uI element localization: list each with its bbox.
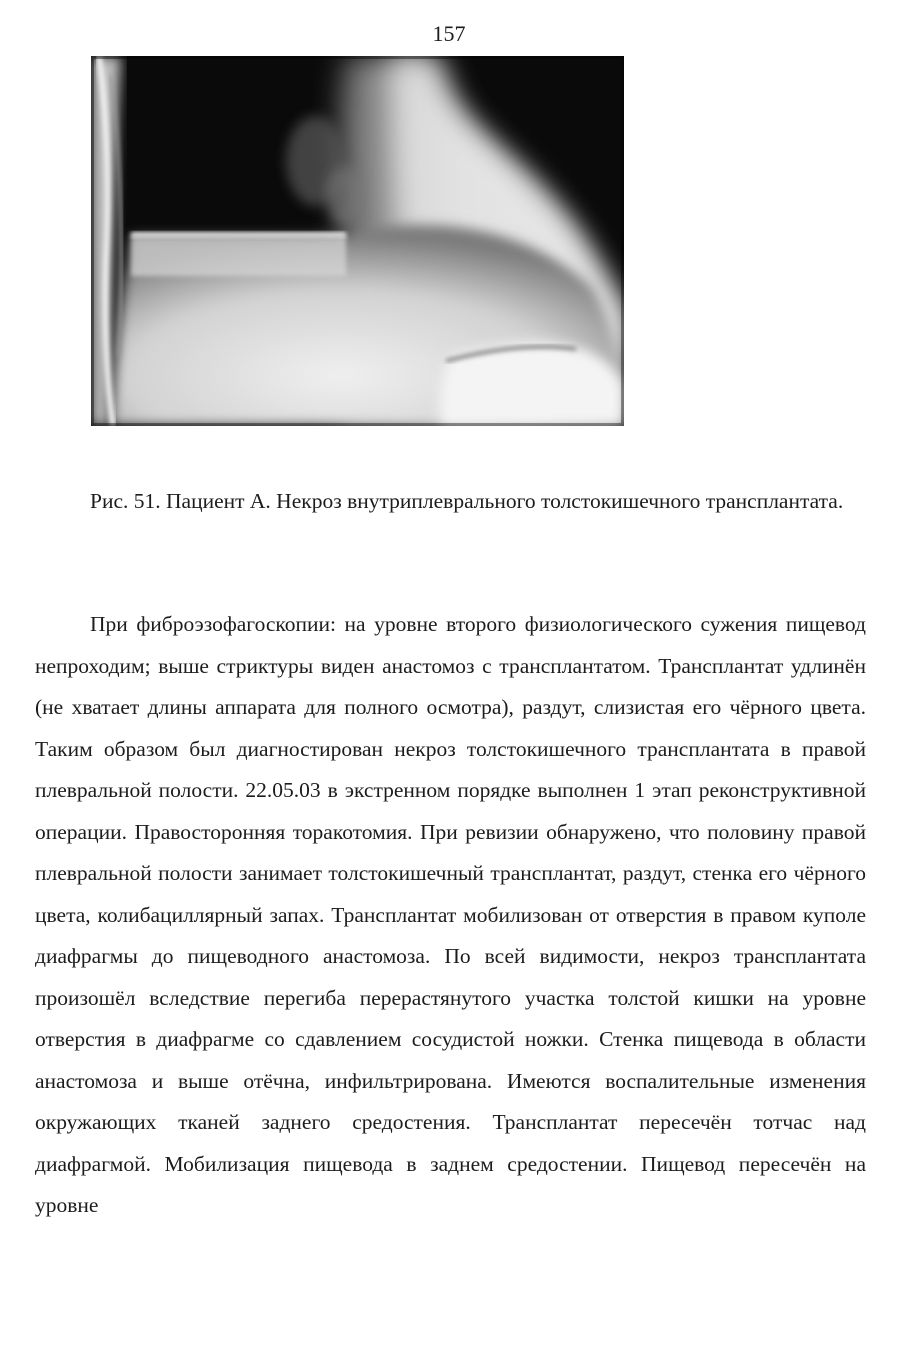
figure-caption: Рис. 51. Пациент А. Некроз внутриплеврального толстокишечного трансплантата. (90, 489, 844, 513)
body-paragraph: При фиброэзофагоскопии: на уровне второго физиологического сужения пищевод непроходим; выше стриктуры виден анастомоз с трансплантатом. Трансплантат удлинён (не хватает длины аппарата для полного осмотра), раздут, слизистая его чёрного цвета. Таким образом был диагностирован некроз толстокишечного трансплантата в правой плевральной полости. 22.05.03 в экстренном порядке выполнен 1 этап реконструктивной операции. Правосторонняя торакотомия. При ревизии обнаружено, что половину правой плевральной полости занимает толстокишечный трансплантат, раздут, стенка его чёрного цвета, колибациллярный запах. Трансплантат мобилизован от отверстия в правом куполе диафрагмы до пищеводного анастомоза. По всей видимости, некроз трансплантата произошёл вследствие перегиба перерастянутого участка толстой кишки на уровне отверстия в диафрагме со сдавлением сосудистой ножки. Стенка пищевода в области анастомоза и выше отёчна, инфильтрирована. Имеются воспалительные изменения окружающих тканей заднего средостения. Трансплантат пересечён тотчас над диафрагмой. Мобилизация пищевода в заднем средостении. Пищевод пересечён на уровне (35, 612, 866, 1217)
page-number: 157 (432, 21, 466, 46)
xray-image (91, 56, 624, 426)
